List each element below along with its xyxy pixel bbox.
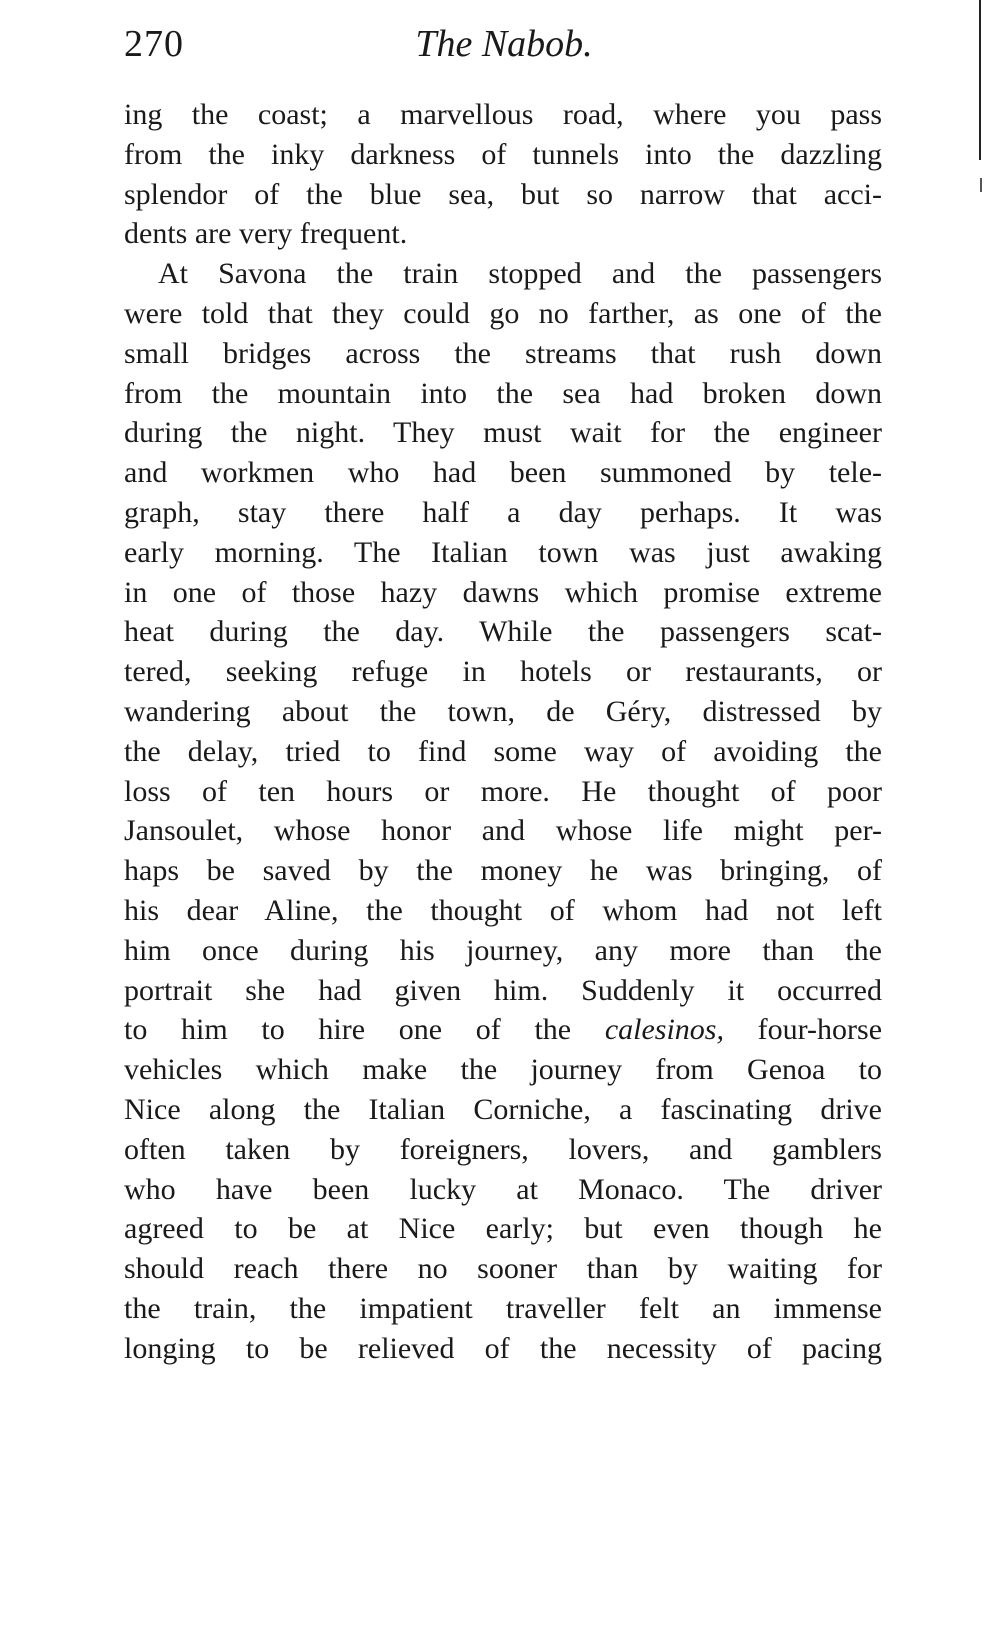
text-segment: four-horse [757,1013,883,1047]
text-line: agreed to be at Nice early; but even though he [124,1212,882,1246]
text-line: from the mountain into the sea had broken down [124,376,882,410]
text-line: wandering about the town, de Géry, distressed by [124,694,882,728]
text-line: vehicles which make the journey from Genoa to [124,1053,882,1087]
text-line: from the inky darkness of tunnels into the dazzling [124,137,882,171]
text-line: graph, stay there half a day perhaps. It was [124,495,882,529]
text-line: who have been lucky at Monaco. The driver [124,1172,882,1206]
text-line: and workmen who had been summoned by tele- [124,456,882,490]
paragraph-start-line: At Savona the train stopped and the passengers [158,257,882,291]
text-line: during the night. They must wait for the engineer [124,416,882,450]
body-text [124,95,882,1369]
page-number: 270 [124,23,184,65]
running-title: The Nabob. [415,23,593,65]
text-line: should reach there no sooner than by waiting for [124,1252,882,1286]
text-line: loss of ten hours or more. He thought of poor [124,774,882,808]
text-line: tered, seeking refuge in hotels or restaurants, or [124,655,882,689]
text-line: heat during the day. While the passengers scat- [124,615,882,649]
text-line: ing the coast; a marvellous road, where you pass [124,98,882,131]
page-edge-mark [980,178,982,192]
text-line: longing to be relieved of the necessity of pacing [124,1331,882,1365]
page-edge-rule [979,0,981,160]
text-line: the train, the impatient traveller felt an immense [124,1291,882,1325]
text-line: his dear Aline, the thought of whom had not left [124,893,882,927]
text-line: early morning. The Italian town was just awaking [124,535,882,569]
text-line: often taken by foreigners, lovers, and gamblers [124,1132,882,1166]
text-segment: to him to hire one of the [124,1013,572,1047]
text-line: in one of those hazy dawns which promise extreme [124,575,882,609]
text-line: Jansoulet, whose honor and whose life might per- [124,814,882,848]
text-line: portrait she had given him. Suddenly it occurred [124,973,882,1007]
text-line: small bridges across the streams that rush down [124,336,882,370]
text-line: dents are very frequent. [124,217,408,251]
text-line: Nice along the Italian Corniche, a fascinating drive [124,1092,882,1126]
text-line: him once during his journey, any more than the [124,933,882,967]
text-line: haps be saved by the money he was bringing, of [124,854,882,888]
text-line: were told that they could go no farther, as one of the [124,296,882,330]
text-line: splendor of the blue sea, but so narrow that acci- [124,177,882,211]
italic-term: calesinos, [604,1013,724,1047]
text-line-with-italic [124,1010,882,1050]
page-header [124,22,884,72]
text-line: the delay, tried to find some way of avoiding the [124,734,882,768]
